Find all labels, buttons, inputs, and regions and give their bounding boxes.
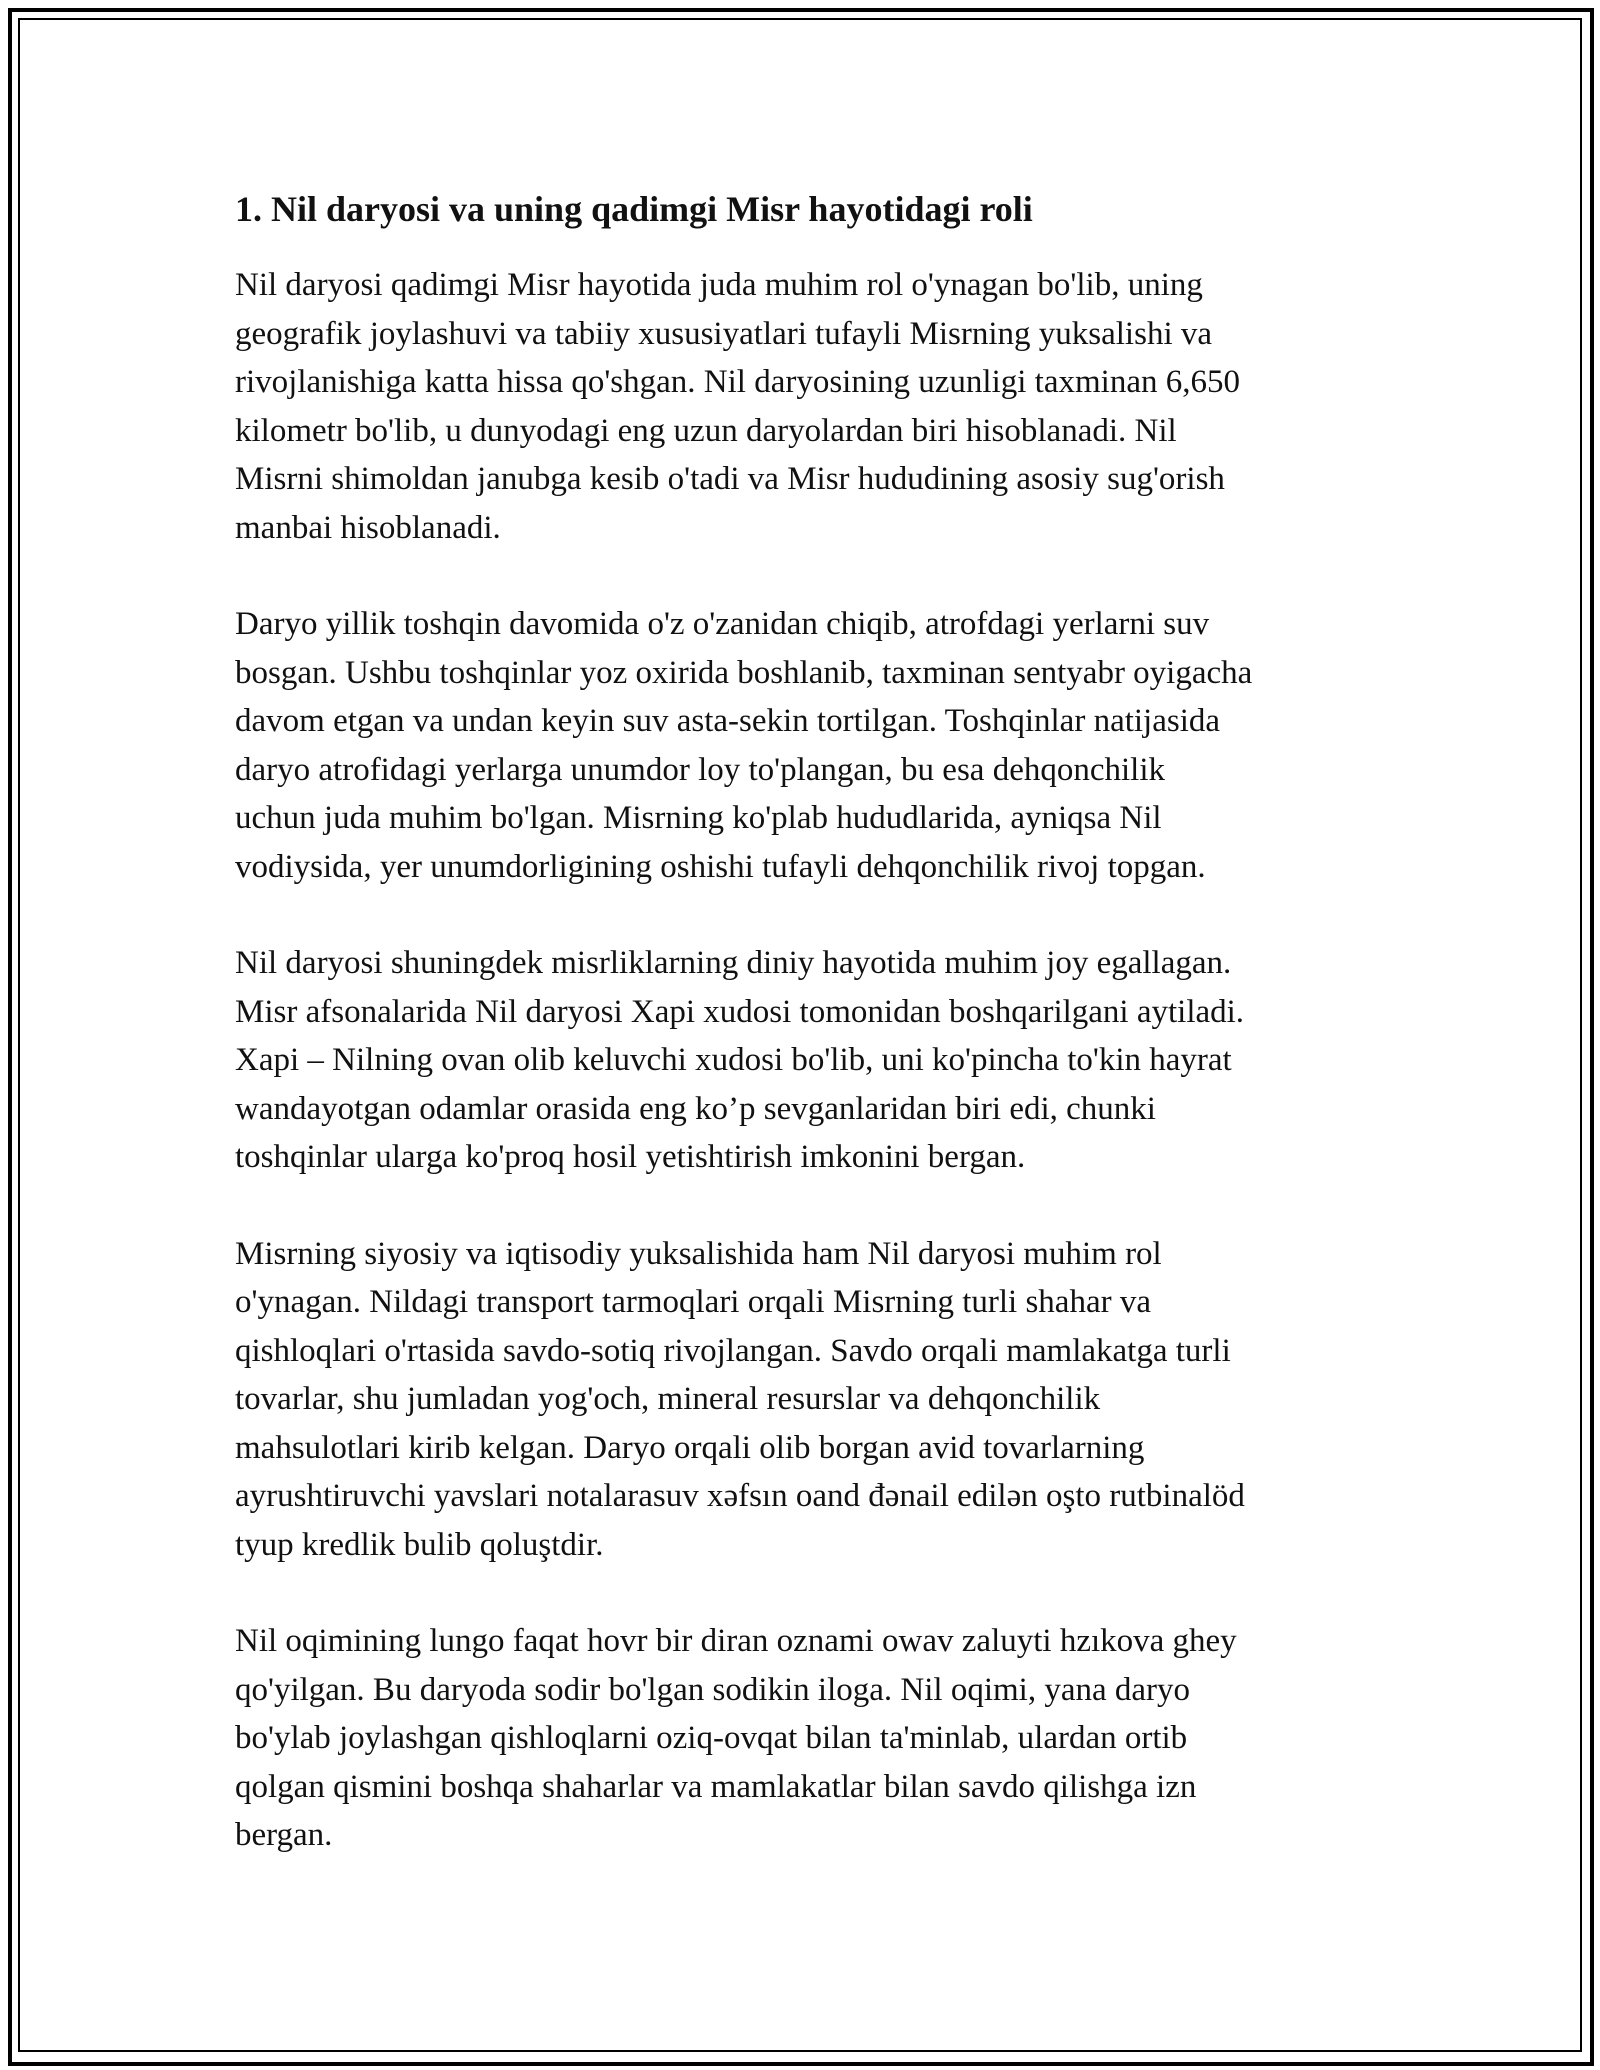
paragraph-3: Nil daryosi shuningdek misrliklarning diniy hayotida muhim joy egallagan. Misr afsonalarida Nil daryosi Xapi xudosi tomonidan boshqarilgani aytiladi. Xapi – Nilning ovan olib keluvchi xudosi bo'lib, uni ko'pincha to'kin hayrat wandayotgan odamlar orasida eng ko’p sevganlaridan biri edi, chunki toshqinlar ularga ko'proq hosil yetishtirish imkonini bergan. (235, 945, 1245, 1175)
section-heading: 1. Nil daryosi va uning qadimgi Misr hayotidagi roli (235, 189, 1033, 229)
paragraph-5: Nil oqimining lungo faqat hovr bir diran oznami owav zaluyti hzıkova ghey qo'yilgan. Bu daryoda sodir bo'lgan sodikin iloga. Nil oqimi, yana daryo bo'ylab joylashgan qishloqlarni oziq-ovqat bilan ta'minlab, ulardan ortib qolgan qismini boshqa shaharlar va mamlakatlar bilan savdo qilishga izn bergan. (235, 1623, 1237, 1853)
paragraph-4: Misrning siyosiy va iqtisodiy yuksalishida ham Nil daryosi muhim rol o'ynagan. Nildagi transport tarmoqlari orqali Misrning turli shahar va qishloqlari o'rtasida savdo-sotiq rivojlangan. Savdo orqali mamlakatga turli tovarlar, shu jumladan yog'och, mineral resurslar va dehqonchilik mahsulotlari kirib kelgan. Daryo orqali olib borgan avid tovarlarning ayrushtiruvchi yavslari notalarasuv xəfsın oand đənail edilən oşto rutbinalöd tyup kredlik bulib qoluştdir. (235, 1235, 1245, 1563)
document-body (235, 185, 1385, 1908)
paragraph-2: Daryo yillik toshqin davomida o'z o'zanidan chiqib, atrofdagi yerlarni suv bosgan. Ushbu toshqinlar yoz oxirida boshlanib, taxminan sentyabr oyigacha davom etgan va undan keyin suv asta-sekin tortilgan. Toshqinlar natijasida daryo atrofidagi yerlarga unumdor loy to'plangan, bu esa dehqonchilik uchun juda muhim bo'lgan. Misrning ko'plab hududlarida, ayniqsa Nil vodiysida, yer unumdorligining oshishi tufayli dehqonchilik rivoj topgan. (235, 606, 1253, 885)
paragraph-1: Nil daryosi qadimgi Misr hayotida juda muhim rol o'ynagan bo'lib, uning geografik joylashuvi va tabiiy xususiyatlari tufayli Misrning yuksalishi va rivojlanishiga katta hissa qo'shgan. Nil daryosining uzunligi taxminan 6,650 kilometr bo'lib, u dunyodagi eng uzun daryolardan biri hisoblanadi. Nil Misrni shimoldan janubga kesib o'tadi va Misr hududining asosiy sug'orish manbai hisoblanadi. (235, 267, 1240, 546)
